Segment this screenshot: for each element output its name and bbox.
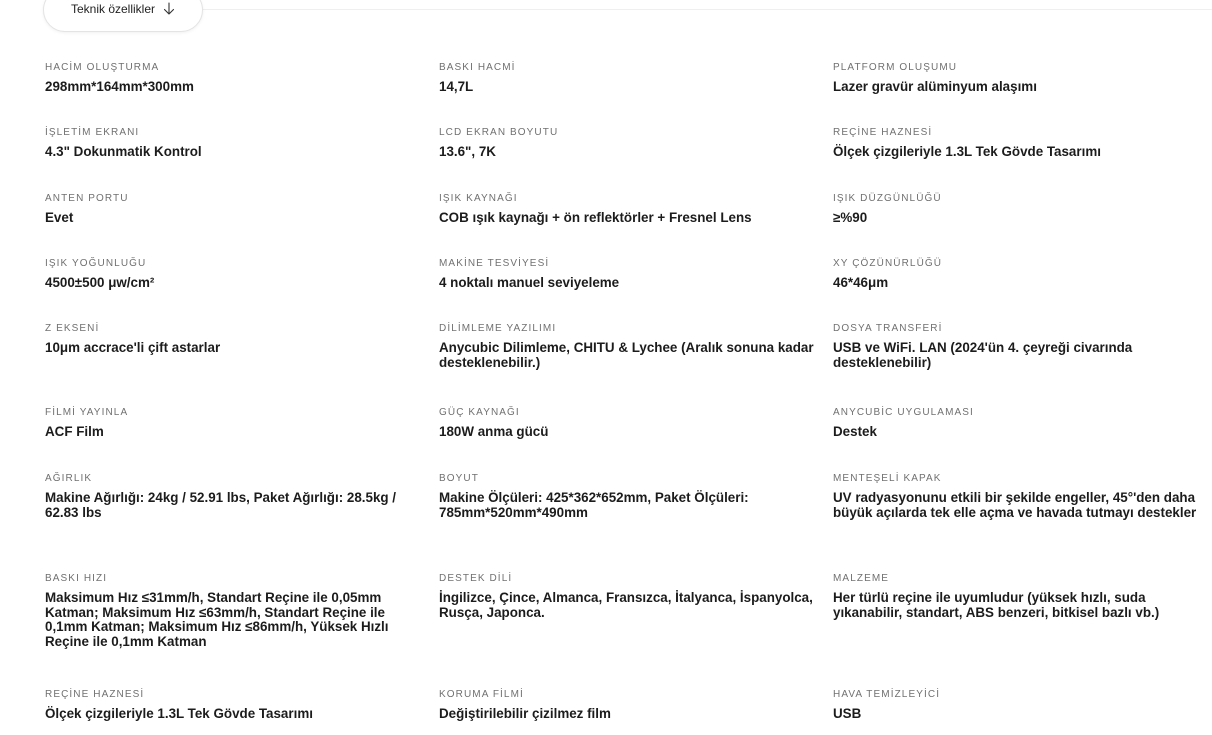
spec-label: KORUMA FİLMİ bbox=[439, 689, 524, 700]
spec-item bbox=[833, 257, 1208, 291]
spec-label: ANYCUBİC UYGULAMASI bbox=[833, 407, 974, 418]
tab-technical-specs[interactable] bbox=[43, 0, 203, 32]
spec-value: 4 noktalı manuel seviyeleme bbox=[439, 275, 620, 290]
spec-value: Değiştirilebilir çizilmez film bbox=[439, 706, 611, 721]
spec-item bbox=[45, 192, 420, 226]
spec-item bbox=[439, 322, 814, 370]
spec-item bbox=[439, 257, 814, 291]
spec-label: MAKİNE TESVİYESİ bbox=[439, 258, 550, 269]
spec-label: LCD EKRAN BOYUTU bbox=[439, 127, 559, 138]
spec-value: USB bbox=[833, 706, 862, 721]
spec-item bbox=[833, 126, 1208, 160]
spec-item bbox=[439, 472, 814, 520]
spec-label: GÜÇ KAYNAĞI bbox=[439, 407, 520, 418]
spec-label: DİLİMLEME YAZILIMI bbox=[439, 323, 557, 334]
spec-label: REÇİNE HAZNESİ bbox=[45, 689, 145, 700]
spec-value: 180W anma gücü bbox=[439, 424, 549, 439]
spec-item bbox=[439, 61, 814, 95]
spec-label: IŞIK KAYNAĞI bbox=[439, 193, 518, 204]
spec-item bbox=[45, 406, 420, 440]
spec-item bbox=[439, 192, 814, 226]
spec-label: HAVA TEMİZLEYİCİ bbox=[833, 689, 941, 700]
spec-item bbox=[833, 406, 1208, 440]
spec-item bbox=[833, 192, 1208, 226]
spec-label: PLATFORM OLUŞUMU bbox=[833, 62, 958, 73]
spec-value: Ölçek çizgileriyle 1.3L Tek Gövde Tasarımı bbox=[833, 144, 1101, 159]
spec-value: USB ve WiFi. LAN (2024'ün 4. çeyreği civarında desteklenebilir) bbox=[833, 340, 1133, 370]
spec-label: MALZEME bbox=[833, 573, 890, 584]
spec-value: Her türlü reçine ile uyumludur (yüksek hızlı, suda yıkanabilir, standart, ABS benzeri, bitkisel bazlı vb.) bbox=[833, 590, 1160, 620]
spec-value: 10μm accrace'li çift astarlar bbox=[45, 340, 221, 355]
spec-value: Makine Ölçüleri: 425*362*652mm, Paket Ölçüleri: 785mm*520mm*490mm bbox=[439, 490, 749, 520]
tab-bar bbox=[0, 0, 1212, 34]
spec-value: 4500±500 μw/cm² bbox=[45, 275, 155, 290]
spec-item bbox=[439, 406, 814, 440]
spec-label: MENTEŞELİ KAPAK bbox=[833, 473, 942, 484]
spec-value: Destek bbox=[833, 424, 877, 439]
tab-bar-divider bbox=[200, 9, 1212, 10]
spec-label: XY ÇÖZÜNÜRLÜĞÜ bbox=[833, 258, 943, 269]
spec-item bbox=[45, 322, 420, 356]
spec-item bbox=[45, 126, 420, 160]
spec-value: 298mm*164mm*300mm bbox=[45, 79, 194, 94]
spec-label: IŞIK DÜZGÜNLÜĞÜ bbox=[833, 193, 942, 204]
spec-value: ≥%90 bbox=[833, 210, 868, 225]
spec-value: Lazer gravür alüminyum alaşımı bbox=[833, 79, 1037, 94]
spec-item bbox=[45, 572, 420, 649]
spec-label: BOYUT bbox=[439, 473, 479, 484]
spec-label: DOSYA TRANSFERİ bbox=[833, 323, 943, 334]
spec-item bbox=[45, 61, 420, 95]
spec-value: Evet bbox=[45, 210, 74, 225]
spec-item bbox=[833, 61, 1208, 95]
spec-label: HACİM OLUŞTURMA bbox=[45, 62, 160, 73]
tab-technical-specs-label: Teknik özellikler bbox=[70, 2, 156, 16]
spec-item bbox=[833, 688, 1208, 722]
spec-value: ACF Film bbox=[45, 424, 104, 439]
spec-label: BASKI HIZI bbox=[45, 573, 108, 584]
spec-value: 46*46μm bbox=[833, 275, 889, 290]
spec-value: UV radyasyonunu etkili bir şekilde engeller, 45°'den daha büyük açılarda tek elle açma ve havada tutmayı destekler bbox=[833, 490, 1197, 520]
spec-item bbox=[439, 688, 814, 722]
spec-value: Ölçek çizgileriyle 1.3L Tek Gövde Tasarımı bbox=[45, 706, 313, 721]
spec-label: İŞLETİM EKRANI bbox=[45, 127, 140, 138]
spec-item bbox=[439, 126, 814, 160]
spec-label: FİLMİ YAYINLA bbox=[45, 407, 129, 418]
spec-value: 13.6", 7K bbox=[439, 144, 496, 159]
spec-item bbox=[833, 472, 1208, 520]
spec-value: 4.3" Dokunmatik Kontrol bbox=[45, 144, 202, 159]
spec-label: BASKI HACMİ bbox=[439, 62, 516, 73]
spec-label: AĞIRLIK bbox=[45, 473, 93, 484]
spec-item bbox=[45, 257, 420, 291]
spec-item bbox=[45, 472, 420, 520]
spec-item bbox=[45, 688, 420, 722]
spec-value: İngilizce, Çince, Almanca, Fransızca, İtalyanca, İspanyolca, Rusça, Japonca. bbox=[439, 590, 813, 620]
spec-value: 14,7L bbox=[439, 79, 474, 94]
spec-label: IŞIK YOĞUNLUĞU bbox=[45, 258, 147, 269]
arrow-down-icon bbox=[163, 2, 175, 16]
spec-value: COB ışık kaynağı + ön reflektörler + Fresnel Lens bbox=[439, 210, 752, 225]
spec-value: Anycubic Dilimleme, CHITU & Lychee (Aralık sonuna kadar desteklenebilir.) bbox=[439, 340, 814, 370]
spec-value: Maksimum Hız ≤31mm/h, Standart Reçine ile 0,05mm Katman; Maksimum Hız ≤63mm/h, Standart Reçine ile 0,1mm Katman; Maksimum Hız ≤86mm/h, Yüksek Hızlı Reçine ile 0,1mm Katman bbox=[45, 590, 389, 649]
spec-label: REÇİNE HAZNESİ bbox=[833, 127, 933, 138]
spec-label: ANTEN PORTU bbox=[45, 193, 129, 204]
spec-label: DESTEK DİLİ bbox=[439, 573, 513, 584]
spec-item bbox=[439, 572, 814, 620]
spec-value: Makine Ağırlığı: 24kg / 52.91 lbs, Paket Ağırlığı: 28.5kg / 62.83 lbs bbox=[45, 490, 397, 520]
spec-item bbox=[833, 322, 1208, 370]
spec-item bbox=[833, 572, 1208, 620]
spec-label: Z EKSENİ bbox=[45, 323, 100, 334]
